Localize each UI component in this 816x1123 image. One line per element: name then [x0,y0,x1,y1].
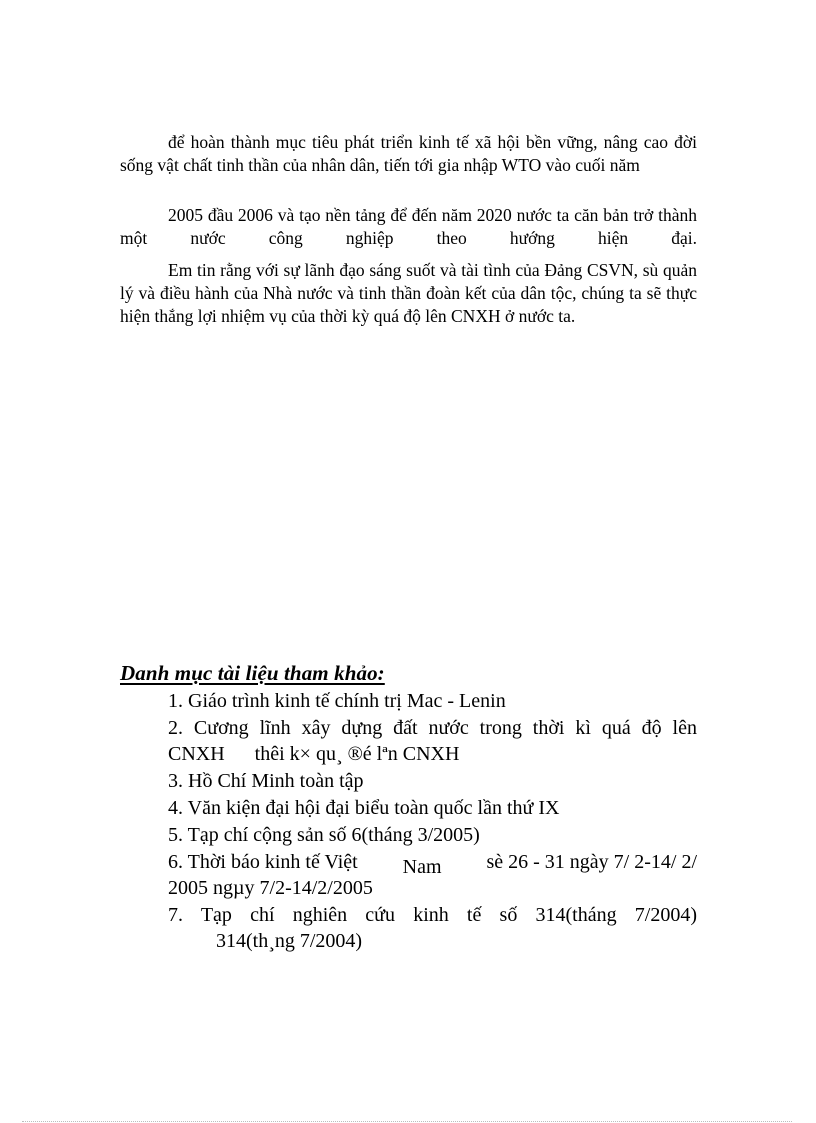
reference-item-2-garbled: thêi k× qu¸ ®é lªn CNXH [254,743,460,765]
reference-item-4: 4. Văn kiện đại hội đại biểu toàn quốc lần thứ IX [168,797,560,819]
reference-item-7-line-2: 314(th¸ng 7/2004) [216,930,363,952]
page-bottom-dotted-rule [22,1121,792,1122]
reference-item-6-title: 6. Thời báo kinh tế Việt [168,851,358,873]
reference-item-6-line-2: 2005 ngµy 7/2-14/2/2005 [168,877,373,899]
references-list [168,688,697,955]
references-heading: Danh mục tài liệu tham khảo: [120,661,385,685]
paragraph-industrialization: 2005 đầu 2006 và tạo nền tảng để đến năm 2020 nước ta căn bản trở thành một nước công nghiệp theo hướng hiện đại. [120,204,697,248]
reference-item-2-line-2 [168,741,697,767]
paragraph-wto-goal: để hoàn thành mục tiêu phát triển kinh tế xã hội bền vững, nâng cao đời sống vật chất tinh thần của nhân dân, tiến tới gia nhập WTO vào cuối năm [120,131,697,175]
reference-item-1: 1. Giáo trình kinh tế chính trị Mac - Lenin [168,690,506,712]
reference-item-7-line-1: 7. Tạp chí nghiên cứu kinh tế số 314(tháng 7/2004) [168,904,697,926]
reference-item-2-cnxh: CNXH [168,743,225,765]
paragraph-conclusion: Em tin rằng với sự lãnh đạo sáng suốt và tài tình của Đảng CSVN, sù quản lý và điều hành của Nhà nước và tinh thần đoàn kết của dân tộc, chúng ta sẽ thực hiện thắng lợi nhiệm vụ của thời kỳ quá độ lên CNXH ở nước ta. [120,259,697,326]
reference-item-5: 5. Tạp chí cộng sản số 6(tháng 3/2005) [168,824,480,846]
reference-item-2-line-1: 2. Cương lĩnh xây dựng đất nước trong thời kì quá độ lên [168,717,697,739]
reference-item-6-line-1 [168,849,697,878]
reference-item-3: 3. Hồ Chí Minh toàn tập [168,770,364,792]
reference-item-6-nam: Nam [402,856,442,878]
reference-item-2 [168,715,697,767]
reference-item-7 [168,902,697,954]
reference-item-6 [168,849,697,901]
reference-item-6-issue: sè 26 - 31 ngày 7/ 2-14/ 2/ [486,851,697,873]
